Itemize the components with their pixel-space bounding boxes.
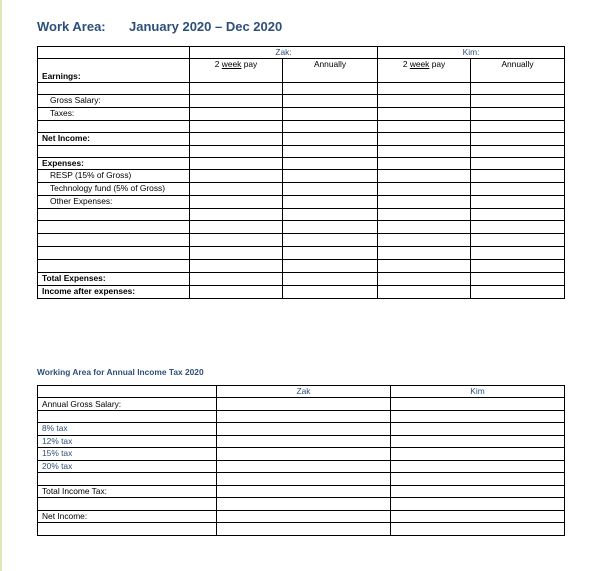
table-cell — [283, 286, 378, 299]
table-cell — [391, 436, 565, 448]
table-cell — [391, 498, 565, 511]
table-cell — [471, 183, 565, 196]
gross-salary-label: Gross Salary: — [38, 95, 190, 108]
annual-gross-salary-label: Annual Gross Salary: — [38, 398, 217, 411]
earnings-label: Earnings: — [38, 59, 190, 83]
table-cell — [378, 95, 471, 108]
table-cell — [38, 411, 217, 423]
table-cell — [391, 461, 565, 473]
table-cell — [471, 95, 565, 108]
table-cell — [283, 95, 378, 108]
table-cell — [190, 286, 283, 299]
table-cell — [378, 209, 471, 221]
income-after-expenses-label: Income after expenses: — [38, 286, 190, 299]
table-cell — [378, 196, 471, 209]
technology-fund-label: Technology fund (5% of Gross) — [38, 183, 190, 196]
table-cell — [283, 183, 378, 196]
table-cell — [391, 398, 565, 411]
tax-working-area-title: Working Area for Annual Income Tax 2020 — [37, 367, 204, 377]
table-cell — [38, 209, 190, 221]
table-cell — [378, 286, 471, 299]
table-cell — [217, 498, 391, 511]
total-expenses-label: Total Expenses: — [38, 273, 190, 286]
table-cell — [283, 121, 378, 133]
table-cell — [190, 108, 283, 121]
table-cell — [38, 498, 217, 511]
table-cell — [378, 133, 471, 146]
table-cell — [190, 247, 283, 260]
table-cell — [38, 247, 190, 260]
table-cell — [283, 273, 378, 286]
table-cell — [38, 386, 217, 398]
table-cell — [391, 423, 565, 436]
table-cell — [190, 183, 283, 196]
table-cell — [391, 486, 565, 498]
table-cell — [391, 448, 565, 461]
table-cell — [217, 411, 391, 423]
table-cell — [283, 146, 378, 158]
kim-annually-header: Annually — [471, 59, 565, 83]
table-cell — [378, 158, 471, 170]
table-cell — [38, 260, 190, 273]
table-cell — [217, 523, 391, 536]
income-tax-table — [37, 385, 565, 536]
table-cell — [283, 247, 378, 260]
table-cell — [190, 170, 283, 183]
table-cell — [471, 158, 565, 170]
table-cell — [471, 286, 565, 299]
table-cell — [38, 83, 190, 95]
table-cell — [378, 146, 471, 158]
table-cell — [471, 83, 565, 95]
table-cell — [190, 133, 283, 146]
resp-label: RESP (15% of Gross) — [38, 170, 190, 183]
table-cell — [190, 146, 283, 158]
table-cell — [190, 95, 283, 108]
period-title: January 2020 – Dec 2020 — [129, 19, 283, 34]
table-cell — [471, 170, 565, 183]
table-cell — [217, 423, 391, 436]
table-cell — [190, 196, 283, 209]
expenses-label: Expenses: — [38, 158, 190, 170]
kim-header: Kim: — [378, 47, 565, 59]
table-cell — [38, 221, 190, 234]
table-cell — [283, 221, 378, 234]
table-cell — [283, 158, 378, 170]
table-cell — [471, 234, 565, 247]
table-cell — [283, 108, 378, 121]
table-cell — [217, 473, 391, 486]
table-cell — [471, 260, 565, 273]
table-cell — [38, 523, 217, 536]
net-income-label: Net Income: — [38, 133, 190, 146]
table-cell — [283, 170, 378, 183]
table-cell — [378, 221, 471, 234]
table-cell — [190, 221, 283, 234]
table-cell — [283, 83, 378, 95]
table-cell — [471, 273, 565, 286]
table-cell — [217, 398, 391, 411]
table-cell — [378, 108, 471, 121]
table-cell — [378, 234, 471, 247]
table-cell — [38, 234, 190, 247]
table-cell — [471, 209, 565, 221]
table-cell — [217, 486, 391, 498]
table-cell — [283, 133, 378, 146]
table-cell — [217, 511, 391, 523]
table-cell — [378, 170, 471, 183]
zak-header: Zak: — [190, 47, 378, 59]
page-edge-bar — [0, 0, 2, 571]
table-cell — [378, 260, 471, 273]
zak-annually-header: Annually — [283, 59, 378, 83]
zak-tax-header: Zak — [217, 386, 391, 398]
table-cell — [283, 196, 378, 209]
tax-8-label: 8% tax — [38, 423, 217, 436]
table-cell — [38, 47, 190, 59]
tax-12-label: 12% tax — [38, 436, 217, 448]
table-cell — [471, 247, 565, 260]
tax-20-label: 20% tax — [38, 461, 217, 473]
kim-2-week-pay-header: 2 week pay — [378, 59, 471, 83]
total-income-tax-label: Total Income Tax: — [38, 486, 217, 498]
table-cell — [378, 121, 471, 133]
table-cell — [283, 209, 378, 221]
table-cell — [190, 83, 283, 95]
table-cell — [190, 234, 283, 247]
table-cell — [391, 511, 565, 523]
table-cell — [217, 448, 391, 461]
taxes-label: Taxes: — [38, 108, 190, 121]
earnings-table — [37, 46, 565, 299]
table-cell — [378, 83, 471, 95]
table-cell — [190, 158, 283, 170]
other-expenses-label: Other Expenses: — [38, 196, 190, 209]
table-cell — [38, 121, 190, 133]
table-cell — [190, 121, 283, 133]
table-cell — [217, 461, 391, 473]
table-cell — [190, 209, 283, 221]
table-cell — [391, 523, 565, 536]
table-cell — [283, 234, 378, 247]
kim-tax-header: Kim — [391, 386, 565, 398]
table-cell — [471, 146, 565, 158]
table-cell — [38, 473, 217, 486]
table-cell — [217, 436, 391, 448]
table-cell — [378, 247, 471, 260]
table-cell — [378, 273, 471, 286]
net-income-tax-label: Net Income: — [38, 511, 217, 523]
table-cell — [471, 221, 565, 234]
table-cell — [471, 121, 565, 133]
work-area-label: Work Area: — [37, 19, 106, 34]
table-cell — [391, 411, 565, 423]
table-cell — [471, 133, 565, 146]
table-cell — [471, 108, 565, 121]
table-cell — [378, 183, 471, 196]
zak-2-week-pay-header: 2 week pay — [190, 59, 283, 83]
table-cell — [190, 273, 283, 286]
table-cell — [190, 260, 283, 273]
table-cell — [283, 260, 378, 273]
table-cell — [38, 146, 190, 158]
table-cell — [391, 473, 565, 486]
tax-15-label: 15% tax — [38, 448, 217, 461]
table-cell — [471, 196, 565, 209]
